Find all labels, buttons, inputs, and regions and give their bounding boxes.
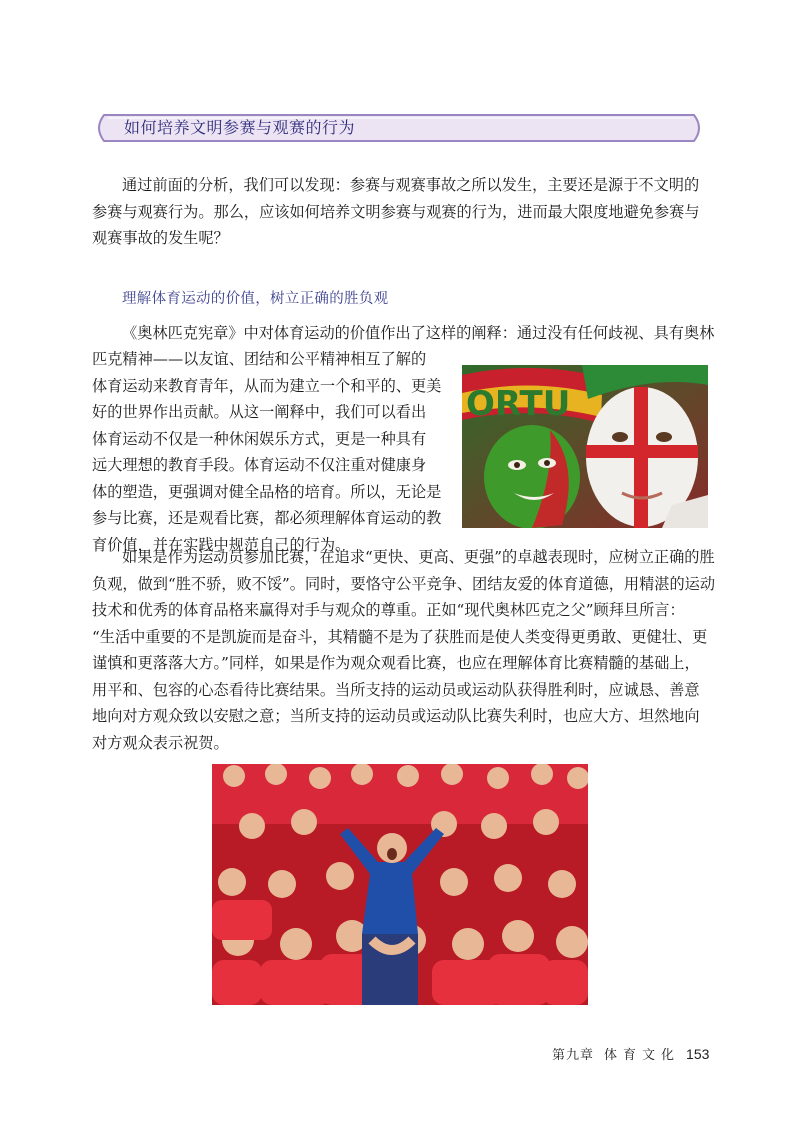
crowd-illustration <box>212 764 588 1005</box>
page-number: 153 <box>686 1046 710 1062</box>
page-footer <box>552 1044 709 1063</box>
intro-line: 参赛与观赛行为。那么，应该如何培养文明参赛与观赛的行为，进而最大限度地避免参赛与 <box>92 202 700 221</box>
fans-illustration <box>462 365 708 528</box>
para1-line: 好的世界作出贡献。从这一阐释中，我们可以看出 <box>92 403 427 421</box>
para2-line: 技术和优秀的体育品格来赢得对手与观众的尊重。正如“现代奥林匹克之父”顾拜旦所言： <box>92 601 685 619</box>
para1-line: 远大理想的教育手段。体育运动不仅注重对健康身 <box>92 456 427 474</box>
hat-text: ORTU <box>466 384 571 424</box>
para2-line: 用平和、包容的心态看待比赛结果。当所支持的运动员或运动队获得胜利时，应诚恳、善意 <box>92 680 700 699</box>
para1-line: 育价值，并在实践中规范自己的行为。 <box>92 535 351 554</box>
para1-line: 匹克精神——以友谊、团结和公平精神相互了解的 <box>92 350 427 368</box>
para1-first-line <box>92 320 715 347</box>
para1-wrapped <box>92 346 454 558</box>
photo-crowd-in-red <box>212 764 588 1005</box>
footer-chapter: 第九章 <box>552 1048 595 1063</box>
subsection-heading: 理解体育运动的价值，树立正确的胜负观 <box>122 291 389 307</box>
para2 <box>92 544 716 756</box>
para2-line: 谨慎和更落落大方。”同样，如果是作为观众观看比赛，也应在理解体育比赛精髓的基础上， <box>92 654 700 672</box>
section-banner <box>92 113 706 143</box>
para2-line: 负观，做到“胜不骄，败不馁”。同时，要恪守公平竞争、团结友爱的体育道德，用精湛的运动 <box>92 574 716 593</box>
para1-line: 参与比赛，还是观看比赛，都必须理解体育运动的教 <box>92 509 442 527</box>
para2-line: “生活中重要的不是凯旋而是奋斗，其精髓不是为了获胜而是使人类变得更勇敢、更健壮、更 <box>92 627 708 646</box>
intro-line: 通过前面的分析，我们可以发现：参赛与观赛事故之所以发生，主要还是源于不文明的 <box>122 176 700 194</box>
intro-line: 观赛事故的发生呢？ <box>92 229 229 247</box>
para1-line: 体育运动不仅是一种休闲娱乐方式，更是一种具有 <box>92 429 427 448</box>
photo-face-painted-fans <box>462 365 708 528</box>
para1-line: 体育运动来教育青年，从而为建立一个和平的、更美 <box>92 376 442 395</box>
para1-line: 《奥林匹克宪章》中对体育运动的价值作出了这样的阐释：通过没有任何歧视、具有奥林 <box>122 324 715 342</box>
section-title: 如何培养文明参赛与观赛的行为 <box>124 118 356 137</box>
footer-title: 体育文化 <box>604 1048 681 1063</box>
para2-line: 如果是作为运动员参加比赛，在追求“更快、更高、更强”的卓越表现时，应树立正确的胜 <box>122 548 715 566</box>
para2-line: 地向对方观众致以安慰之意；当所支持的运动员或运动队比赛失利时，也应大方、坦然地向 <box>92 707 700 725</box>
intro-paragraph <box>92 172 706 252</box>
para2-line: 对方观众表示祝贺。 <box>92 733 229 752</box>
para1-line: 体的塑造，更强调对健全品格的培育。所以，无论是 <box>92 482 442 501</box>
